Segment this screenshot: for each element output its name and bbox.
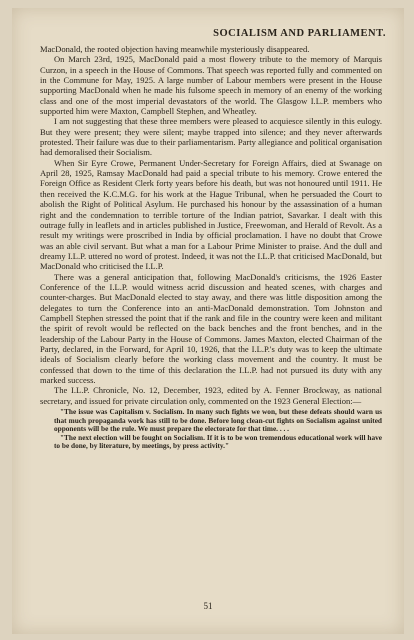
body-text (40, 44, 382, 451)
page-number: 51 (203, 601, 213, 611)
paragraph: There was a general anticipation that, following MacDonald's criticisms, the 1926 Easter Conference of the I.L.P. would witness acrid discussion and heated scenes, with charges and counter-charges. But MacDonald elected to stay away, and there was little disposition among the delegates to turn the Conference into an anti-MacDonald demonstration. Tom Johnston and Campbell Stephen stressed the point that if the rank and file in the country were keen and militant the spirit of revolt would be reflected on the back benches and the front benches, and in the leadership of the Labour Party in the House of Commons. James Maxton, elected Chairman of the Party, declared, in the Forward, for April 10, 1926, that the I.L.P.'s duty was to keep the ultimate ideals of Socialism clearly before the working class movement and the country. It must be confessed that down to the time of this declaration the I.L.P. had not pursued its duty with any marked success. (40, 271, 382, 385)
paragraph: On March 23rd, 1925, MacDonald paid a most flowery tribute to the memory of Marquis Curzon, in a speech in the House of Commons. That speech was reported fully and commented on in the Commune for May, 1925. A large number of Labour members were present in the House supporting MacDonald when he made his fulsome speech in memory of an enemy of the working class and one of the most imperial devastators of the world. The Glasgow I.L.P. members who supported him were Maxton, Campbell Stephen, and Wheatley. (40, 54, 382, 117)
paragraph: When Sir Eyre Crowe, Permanent Under-Secretary for Foreign Affairs, died at Swanage on April 28, 1925, Ramsay MacDonald had paid a special tribute to his memory. Crowe entered the Foreign Office as Resident Clerk forty years before his death, but was not honoured until 1911. He then received the K.C.M.G. for his work at the Hague Tribunal, when he persuaded the Court to abolish the Right of Political Asylum. He purchased his honour by the assassination of a human right and the condemnation to terrible torture of the Indian patriot, Savarkar. I dealt with this outrage fully in leaflets and in articles published in Justice, Freewoman, and Herald of Revolt. As a result my writings were proscribed in India by official proclamation. I have no doubt that Crowe was an able civil servant. But what a man for a Labour Prime Minister to praise. And the dull and dreamy I.L.P. uttered no word of protest. Indeed, it was not the I.L.P. that criticised MacDonald, but MacDonald who criticised the I.L.P. (40, 157, 382, 272)
running-header: SOCIALISM AND PARLIAMENT. (213, 28, 386, 39)
book-page (12, 8, 404, 634)
block-quote (54, 408, 382, 451)
paragraph: MacDonald, the rooted objection having meanwhile mysteriously disappeared. (40, 44, 310, 54)
paragraph: I am not suggesting that these three members were pleased to acquiesce silently in this eulogy. But they were present; they were silent; maybe trapped into silence; and they never afterwards protested. Their failure was due to their parliamentarism. Party allegiance and political organisation had demoralised their Socialism. (40, 116, 382, 158)
paragraph: The I.L.P. Chronicle, No. 12, December, 1923, edited by A. Fenner Brockway, as national secretary, and issued for private circulation only, commented on the 1923 General Election:— (40, 385, 382, 406)
quote-paragraph: "The next election will be fought on Socialism. If it is to be won tremendous educational work will have to be done, by literature, by meetings, by press activity." (54, 432, 382, 451)
quote-paragraph: "The issue was Capitalism v. Socialism. In many such fights we won, but these defeats should warn us that much propaganda work has still to be done. Before long clean-cut fights on Socialism against united opponents will be the rule. We must prepare the electorate for that time. . . . (54, 407, 382, 434)
